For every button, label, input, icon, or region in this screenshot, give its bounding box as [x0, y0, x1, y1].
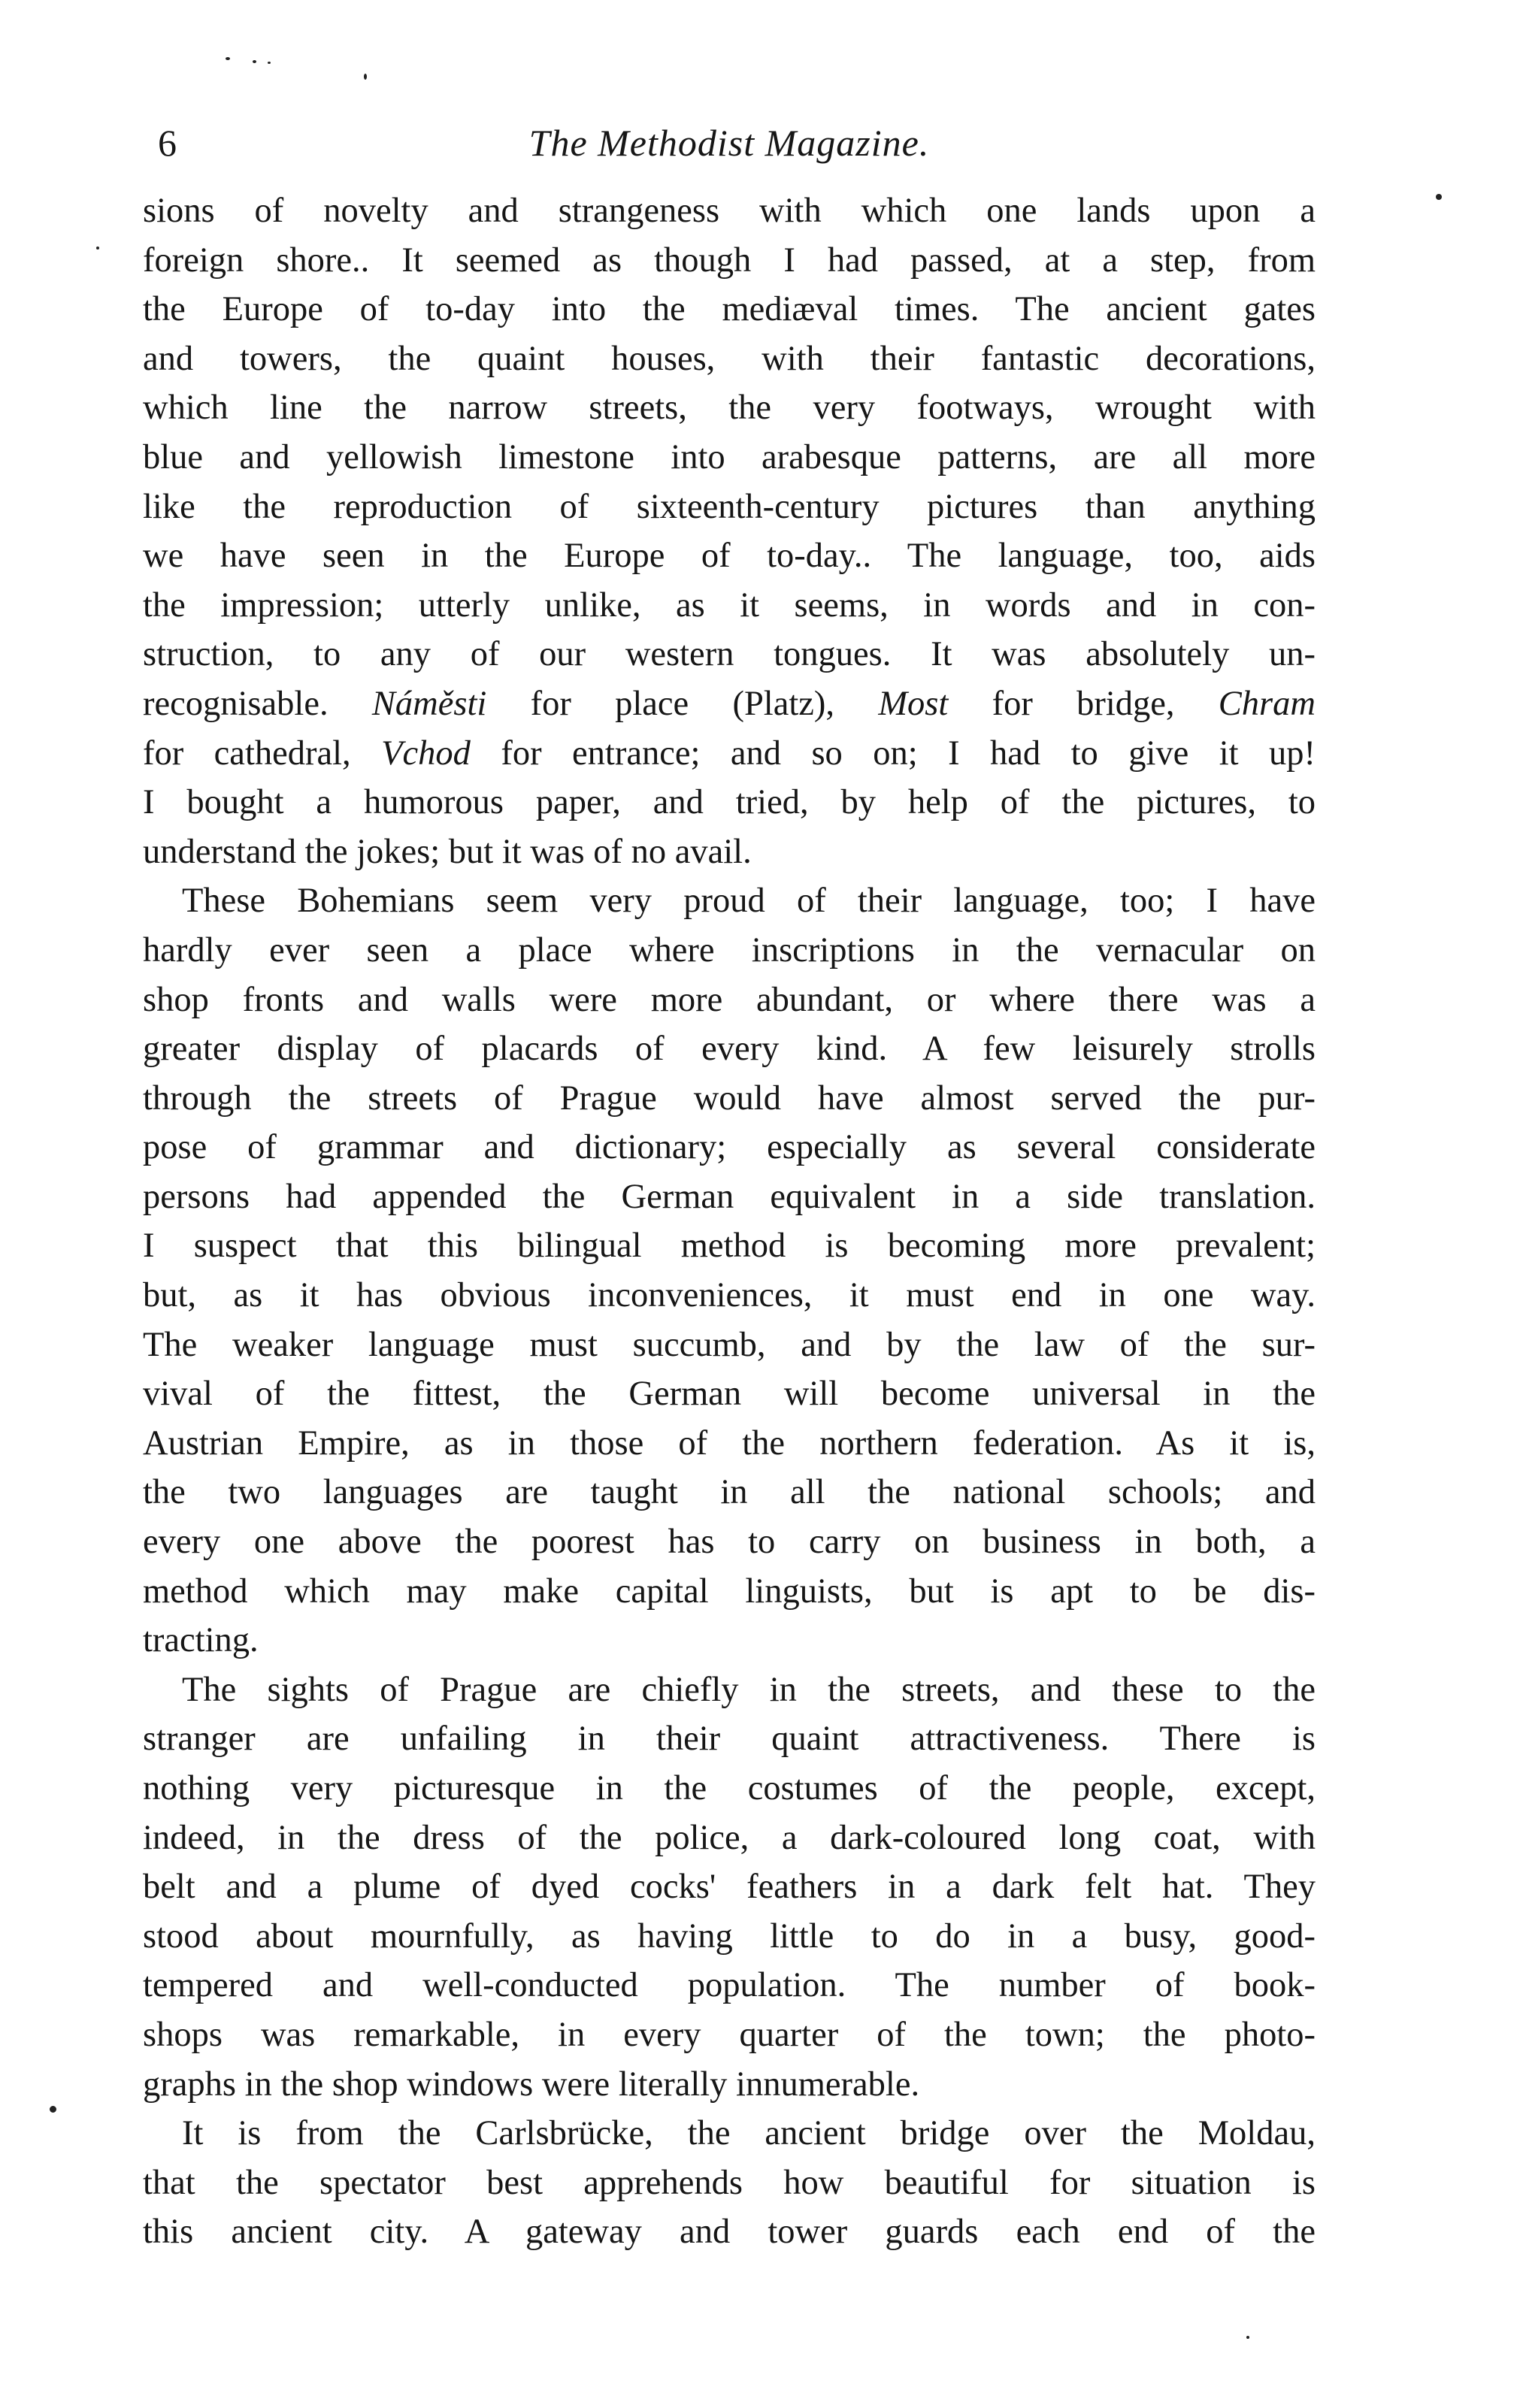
text-line: the impression; utterly unlike, as it seems, in words and in con- — [143, 585, 1316, 625]
text-line: that the spectator best apprehends how beautiful for situation is — [143, 2163, 1316, 2202]
text-line: we have seen in the Europe of to-day.. The language, too, aids — [143, 537, 1316, 576]
text-line: tempered and well-conducted population. The number of book- — [143, 1966, 1316, 2005]
text-line: recognisable. Náměsti for place (Platz), Most for bridge, Chram — [143, 684, 1316, 723]
italic-term: Vchod — [381, 734, 471, 773]
page-header — [143, 113, 1316, 173]
text-line: struction, to any of our western tongues. It was absolutely un- — [143, 635, 1316, 674]
ink-speck — [50, 2106, 56, 2113]
text-line: foreign shore.. It seemed as though I had passed, at a step, from — [143, 240, 1316, 280]
text-line: greater display of placards of every kind. A few leisurely strolls — [143, 1030, 1316, 1069]
paragraph-1 — [143, 186, 1316, 876]
text-line: stranger are unfailing in their quaint attractiveness. There is — [143, 1720, 1316, 1759]
ink-speck — [226, 57, 230, 60]
italic-term: Chram — [1218, 684, 1316, 723]
text-line: Austrian Empire, as in those of the northern federation. As it is, — [143, 1423, 1316, 1463]
text-line: tracting. — [143, 1621, 259, 1660]
text-line: the Europe of to-day into the mediæval times. The ancient gates — [143, 290, 1316, 329]
text-line: and towers, the quaint houses, with their fantastic decorations, — [143, 339, 1316, 378]
text-line: shop fronts and walls were more abundant, or where there was a — [143, 980, 1316, 1019]
ink-speck — [268, 62, 271, 64]
text-line: The sights of Prague are chiefly in the streets, and these to the — [182, 1670, 1316, 1709]
italic-term: Most — [878, 684, 949, 723]
text-line: for cathedral, Vchod for entrance; and so on; I had to give it up! — [143, 734, 1316, 773]
text-line: the two languages are taught in all the national schools; and — [143, 1473, 1316, 1512]
paragraph-4 — [143, 2109, 1316, 2257]
text-line: indeed, in the dress of the police, a dark-coloured long coat, with — [143, 1818, 1316, 1857]
text-line: through the streets of Prague would have almost served the pur- — [143, 1078, 1316, 1118]
ink-speck — [96, 247, 99, 250]
text-line: which line the narrow streets, the very footways, wrought with — [143, 389, 1316, 428]
text-line: It is from the Carlsbrücke, the ancient bridge over the Moldau, — [182, 2114, 1316, 2153]
text-line: graphs in the shop windows were literally innumerable. — [143, 2065, 920, 2104]
text-line: hardly ever seen a place where inscriptions in the vernacular on — [143, 930, 1316, 970]
article-body — [143, 186, 1316, 2257]
italic-term: Náměsti — [371, 684, 487, 723]
page-number: 6 — [158, 122, 177, 164]
text-line: vival of the fittest, the German will become universal in the — [143, 1375, 1316, 1414]
paragraph-2 — [143, 876, 1316, 1665]
text-line: belt and a plume of dyed cocks' feathers in a dark felt hat. They — [143, 1868, 1316, 1907]
text-line: These Bohemians seem very proud of their language, too; I have — [182, 882, 1316, 921]
text-line: this ancient city. A gateway and tower guards each end of the — [143, 2213, 1316, 2252]
text-line: stood about mournfully, as having little to do in a busy, good- — [143, 1916, 1316, 1956]
text-line: but, as it has obvious inconveniences, it must end in one way. — [143, 1276, 1316, 1315]
ink-speck — [253, 60, 256, 63]
paragraph-3 — [143, 1665, 1316, 2109]
text-line: I suspect that this bilingual method is becoming more prevalent; — [143, 1227, 1316, 1266]
text-line: blue and yellowish limestone into arabesque patterns, are all more — [143, 437, 1316, 476]
text-line: The weaker language must succumb, and by the law of the sur- — [143, 1325, 1316, 1364]
text-line: shops was remarkable, in every quarter of the town; the photo- — [143, 2015, 1316, 2054]
ink-speck — [364, 74, 367, 80]
text-line: pose of grammar and dictionary; especially as several considerate — [143, 1128, 1316, 1167]
running-title: The Methodist Magazine. — [528, 122, 930, 164]
ink-speck — [1436, 194, 1442, 200]
text-line: I bought a humorous paper, and tried, by help of the pictures, to — [143, 783, 1316, 822]
ink-speck — [1246, 2336, 1249, 2339]
text-line: sions of novelty and strangeness with which one lands upon a — [143, 192, 1316, 230]
text-line: every one above the poorest has to carry on business in both, a — [143, 1523, 1316, 1562]
text-line: persons had appended the German equivalent in a side translation. — [143, 1177, 1316, 1216]
text-line: like the reproduction of sixteenth-century pictures than anything — [143, 487, 1316, 526]
text-line: understand the jokes; but it was of no avail. — [143, 832, 752, 871]
text-line: nothing very picturesque in the costumes of the people, except, — [143, 1769, 1316, 1808]
text-line: method which may make capital linguists, but is apt to be dis- — [143, 1572, 1316, 1611]
